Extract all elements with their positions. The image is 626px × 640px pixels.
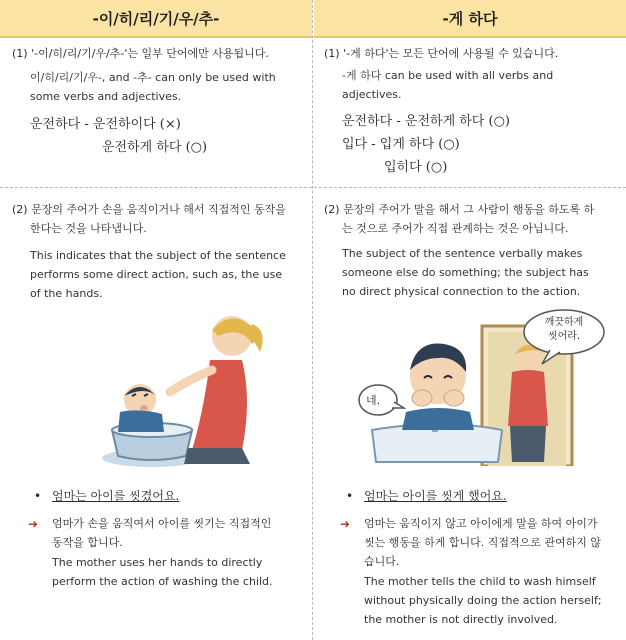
right-example-bullet: • <box>346 489 354 503</box>
speech-bubble-boy: 네. <box>366 394 381 407</box>
header-left <box>0 0 312 38</box>
right-explanation-en-line3: the mother is not directly involved. <box>364 613 558 626</box>
right-example-sentence: 엄마는 아이를 씻게 했어요. <box>364 489 507 503</box>
left-rule-1: (1) '-이/히/리/기/우/추-'는 일부 단어에만 사용됩니다. <box>12 47 269 60</box>
right-explanation-line3: 습니다. <box>364 555 400 568</box>
right-example-1: 운전하다 - 운전하게 하다 (○) <box>342 114 510 129</box>
header-right <box>314 0 626 38</box>
right-explanation-line2: 씻는 행동을 하게 합니다. 직접적으로 관여하지 않 <box>364 536 601 549</box>
speech-bubble-mother <box>534 316 594 344</box>
left-example-sentence: 엄마는 아이를 씻겼어요. <box>52 489 180 503</box>
right-rule-1-en-line1: -게 하다 can be used with all verbs and <box>342 69 554 82</box>
left-rule-2-line1: (2) 문장의 주어가 손을 움직이거나 해서 직접적인 동작을 <box>12 203 286 216</box>
right-rule-1-en-line2: adjectives. <box>342 88 402 101</box>
speech-bubble-boy-shape <box>356 382 406 420</box>
left-example-2: 운전하게 하다 (○) <box>102 140 208 155</box>
right-rule-2-en-line2: someone else do something; the subject has <box>342 266 589 279</box>
right-explanation-line1: 엄마는 움직이지 않고 아이에게 말을 하여 아이가 <box>364 517 598 530</box>
right-explanation-en-line1: The mother tells the child to wash himself <box>364 575 596 588</box>
speech-mother-line1: 깨끗하게 <box>544 317 584 328</box>
right-rule-2-line2: 는 것으로 주어가 직접 관계하는 것은 아닙니다. <box>342 222 569 235</box>
right-example-2: 입다 - 입게 하다 (○) <box>342 137 460 152</box>
right-rule-2-en-line3: no direct physical connection to the action. <box>342 285 581 298</box>
header-left-title: -이/히/리/기/우/추- <box>92 9 220 28</box>
left-explanation-line2: 동작을 합니다. <box>52 536 123 549</box>
left-rule-2-line2: 한다는 것을 나타냅니다. <box>30 222 147 235</box>
speech-mother-line2: 씻어라. <box>547 331 581 342</box>
left-example-1: 운전하다 - 운전하이다 (×) <box>30 117 181 132</box>
column-divider <box>312 0 314 640</box>
left-explanation-line1: 엄마가 손을 움직여서 아이를 씻기는 직접적인 <box>52 517 272 530</box>
left-explanation-en-line1: The mother uses her hands to directly <box>52 556 263 569</box>
right-rule-2-line1: (2) 문장의 주어가 말을 해서 그 사람이 행동을 하도록 하 <box>324 203 595 216</box>
header-right-title: -게 하다 <box>442 9 498 28</box>
left-rule-1-en-line2: some verbs and adjectives. <box>30 90 182 103</box>
right-example-3: 입히다 (○) <box>384 160 448 175</box>
row-divider <box>0 187 626 188</box>
left-rule-2-en-line2: performs some direct action, such as, the use <box>30 268 283 281</box>
left-rule-2-en-line3: of the hands. <box>30 287 103 300</box>
left-rule-1-en-line1: 이/히/리/기/우-, and -추- can only be used with <box>30 71 276 84</box>
right-rule-2-en-line1: The subject of the sentence verbally makes <box>342 247 583 260</box>
left-example-bullet: • <box>34 489 42 503</box>
left-arrow-icon: ➜ <box>28 517 39 531</box>
right-explanation-en-line2: without physically doing the action herself; <box>364 594 602 607</box>
left-rule-2-en-line1: This indicates that the subject of the sentence <box>30 249 286 262</box>
left-explanation-en-line2: perform the action of washing the child. <box>52 575 273 588</box>
mother-washing-child-illustration <box>92 300 292 470</box>
right-rule-1: (1) '-게 하다'는 모든 단어에 사용될 수 있습니다. <box>324 47 559 60</box>
right-arrow-icon: ➜ <box>340 517 351 531</box>
